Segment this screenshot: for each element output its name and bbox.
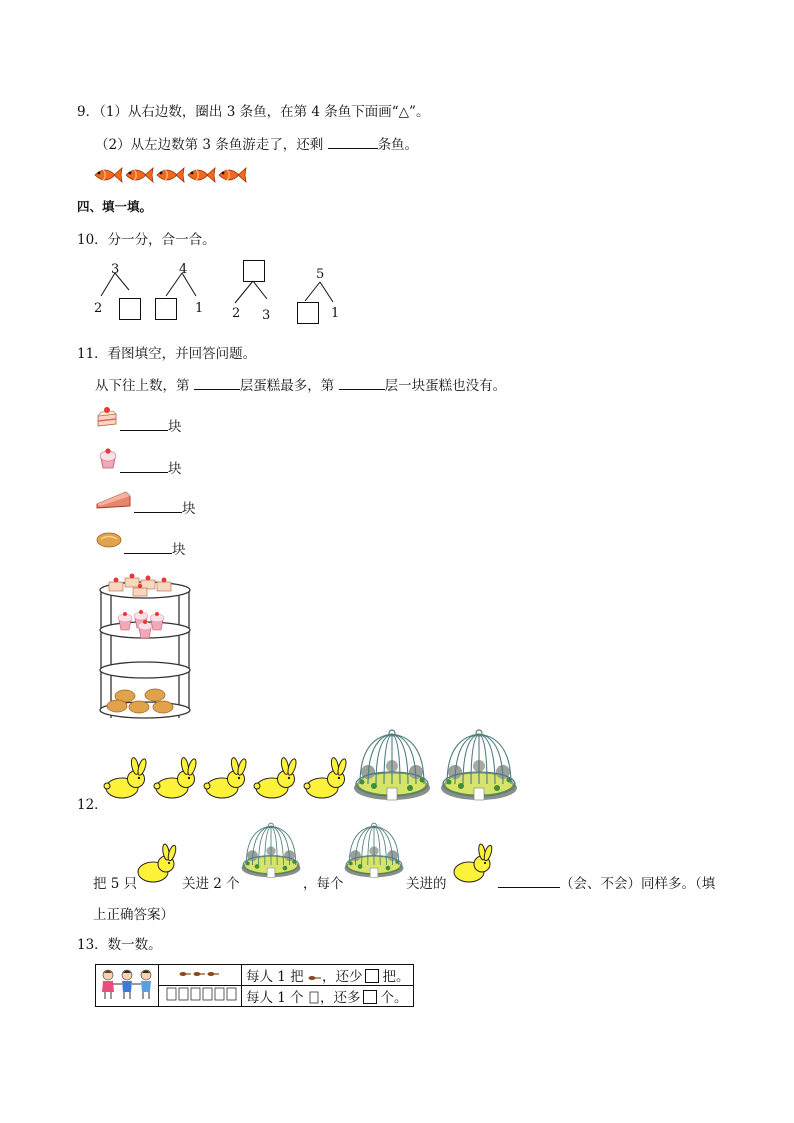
q12-answer-blank[interactable]	[498, 875, 560, 888]
q13-row-2-b: ，还多	[319, 990, 361, 1006]
q13-row-2-c: 个。	[380, 990, 408, 1006]
q9-line1: 9．（1）从右边数，圈出 3 条鱼，在第 4 条鱼下面画“△”。	[77, 104, 430, 120]
q10-tree-1-top: 3	[111, 262, 120, 277]
fish-icon[interactable]	[93, 164, 123, 186]
q12-text-6: 上正确答案）	[93, 907, 174, 923]
fish-icon[interactable]	[155, 164, 185, 186]
q12-answer-line	[498, 872, 715, 892]
q10-tree-3-answer-box[interactable]	[243, 260, 265, 282]
cup-icon	[308, 991, 320, 1004]
q11-sentence-c: 层一块蛋糕也没有。	[384, 378, 507, 394]
q11-row-4-unit: 块	[172, 542, 186, 558]
q11-row-1	[120, 415, 182, 435]
q12-text-5: （会、不会）同样多。（填	[560, 876, 716, 892]
q11-row-4-blank[interactable]	[124, 541, 172, 554]
cage-row	[352, 728, 522, 804]
q11-row-2-blank[interactable]	[120, 460, 168, 473]
q13-row-1-text	[242, 965, 414, 986]
rabbit-icon	[252, 758, 300, 800]
q12-text-3: ，每个	[303, 876, 344, 892]
q13-row-2-a: 每人 1 个	[246, 990, 304, 1006]
section-title: 四、填一填。	[77, 199, 153, 214]
q9-answer-blank[interactable]	[328, 136, 378, 149]
spoons-icon	[163, 966, 233, 980]
q11-row-1-unit: 块	[168, 419, 182, 435]
rabbit-icon	[302, 758, 350, 800]
q10-tree-1-left: 2	[94, 301, 103, 316]
cage-inline-1	[240, 818, 302, 884]
q12-text-2: 关进 2 个	[182, 876, 240, 892]
q10-tree-1-answer-box[interactable]	[119, 298, 141, 320]
rabbit-icon	[449, 846, 497, 884]
q11-prompt: 11．看图填空，并回答问题。	[77, 346, 257, 362]
cage-icon	[240, 818, 302, 884]
cake-slice-icon	[96, 488, 132, 510]
cage-icon	[439, 728, 519, 804]
q13-row-2-answer-box[interactable]	[363, 990, 377, 1004]
q11-row-2	[120, 457, 182, 477]
q13-row-1-a: 每人 1 把	[246, 969, 304, 985]
q13-row-1-c: 把。	[382, 969, 410, 985]
bread-icon	[96, 531, 122, 549]
q11-blank-none[interactable]	[339, 377, 385, 390]
q13-children-cell	[96, 965, 159, 1007]
q11-row-4	[124, 538, 186, 558]
spoon-icon	[308, 970, 322, 982]
q11-sentence	[95, 374, 506, 394]
q10-tree-2-top: 4	[179, 262, 188, 277]
cupcake-icon	[96, 446, 120, 470]
q10-tree-2-right: 1	[195, 301, 204, 316]
q11-row-3	[134, 497, 196, 517]
q9-line2-post: 条鱼。	[377, 137, 419, 153]
q10-tree-4-top: 5	[316, 267, 325, 282]
rabbit-icon	[133, 846, 181, 884]
q10-prompt: 10．分一分，合一合。	[77, 232, 216, 248]
q11-row-1-blank[interactable]	[120, 418, 168, 431]
cage-icon	[352, 728, 432, 804]
q11-row-3-unit: 块	[182, 501, 196, 517]
q9-line2-pre: （2）从左边数第 3 条鱼游走了，还剩	[95, 137, 324, 153]
fish-row	[93, 164, 253, 186]
cage-icon	[343, 818, 405, 884]
strawberry-cake-icon	[96, 406, 120, 428]
children-icon	[98, 967, 156, 1001]
q13-prompt: 13．数一数。	[77, 937, 162, 953]
q11-sentence-a: 从下往上数，第	[95, 378, 190, 394]
rabbit-row	[102, 758, 352, 800]
q11-sentence-b: 层蛋糕最多，第	[239, 378, 335, 394]
q13-cups-cell	[159, 986, 242, 1007]
q12-number: 12．	[77, 797, 108, 813]
q13-row-1	[96, 965, 414, 986]
q10-tree-4-right: 1	[331, 306, 340, 321]
q10-tree-3-right: 3	[262, 308, 271, 323]
q10-tree-4-answer-box[interactable]	[297, 302, 319, 324]
cake-stand-illustration	[95, 568, 205, 728]
fish-icon[interactable]	[217, 164, 247, 186]
q13-row-1-answer-box[interactable]	[365, 969, 379, 983]
q11-row-3-blank[interactable]	[134, 500, 182, 513]
rabbit-icon	[152, 758, 200, 800]
q12-text-1: 把 5 只	[93, 876, 138, 892]
q13-row-2-text	[242, 986, 414, 1007]
q13-spoons-cell	[159, 965, 242, 986]
q10-tree-2-answer-box[interactable]	[155, 298, 177, 320]
rabbit-icon	[202, 758, 250, 800]
q11-row-2-unit: 块	[168, 461, 182, 477]
q13-row-1-b: ，还少	[321, 969, 363, 985]
q13-table	[95, 964, 414, 1007]
cups-icon	[163, 986, 237, 1002]
q10-tree-3-left: 2	[232, 306, 241, 321]
fish-icon[interactable]	[186, 164, 216, 186]
q11-blank-most[interactable]	[194, 377, 240, 390]
fish-icon[interactable]	[124, 164, 154, 186]
q9-line2	[95, 133, 418, 153]
rabbit-icon	[102, 758, 150, 800]
cage-inline-2	[343, 818, 405, 884]
q12-text-4: 关进的	[406, 876, 447, 892]
